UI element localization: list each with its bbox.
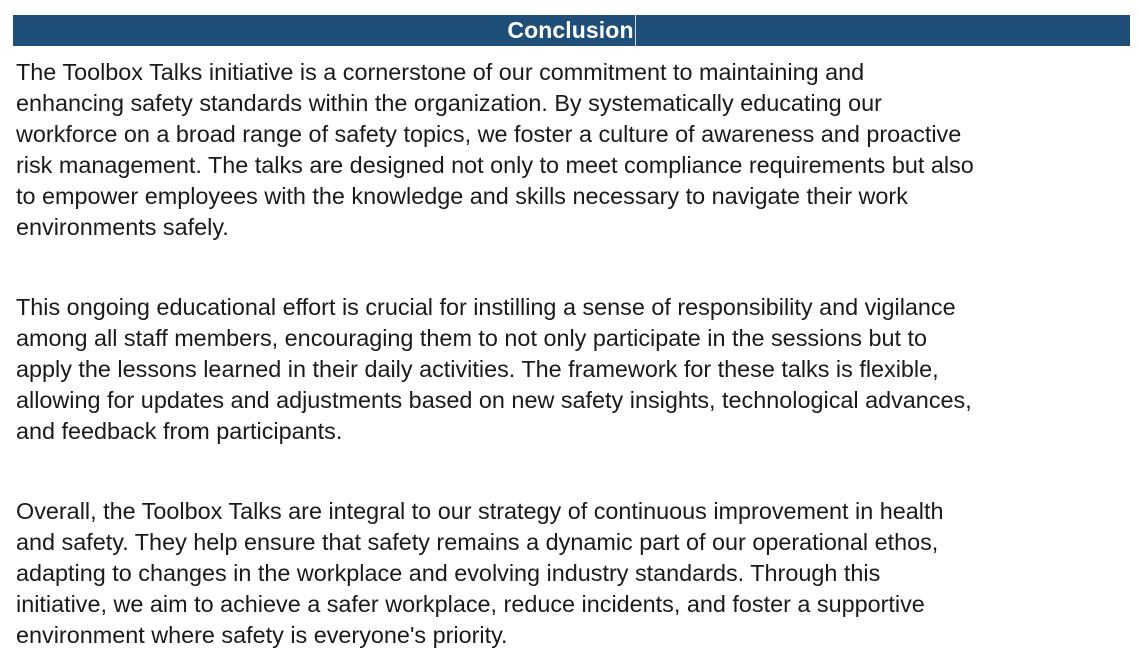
section-header-bar: [13, 15, 1130, 46]
section-body: [16, 57, 1134, 651]
paragraph-2: This ongoing educational effort is crucial for instilling a sense of responsibility and vigilance among all staff members, encouraging them to not only participate in the sessions but to apply the lessons learned in their daily activities. The framework for these talks is flexible, allowing for updates and adjustments based on new safety insights, technological advances, and feedback from participants.: [16, 294, 972, 444]
paragraph-1: The Toolbox Talks initiative is a cornerstone of our commitment to maintaining and enhancing safety standards within the organization. By systematically educating our workforce on a broad range of safety topics, we foster a culture of awareness and proactive risk management. The talks are designed not only to meet compliance requirements but also to empower employees with the knowledge and skills necessary to navigate their work environments safely.: [16, 59, 974, 240]
paragraph-3: Overall, the Toolbox Talks are integral to our strategy of continuous improvement in health and safety. They help ensure that safety remains a dynamic part of our operational ethos, adapting to changes in the workplace and evolving industry standards. Through this initiative, we aim to achieve a safer workplace, reduce incidents, and foster a supportive environment where safety is everyone's priority.: [16, 498, 944, 648]
section-title: Conclusion: [507, 15, 635, 46]
